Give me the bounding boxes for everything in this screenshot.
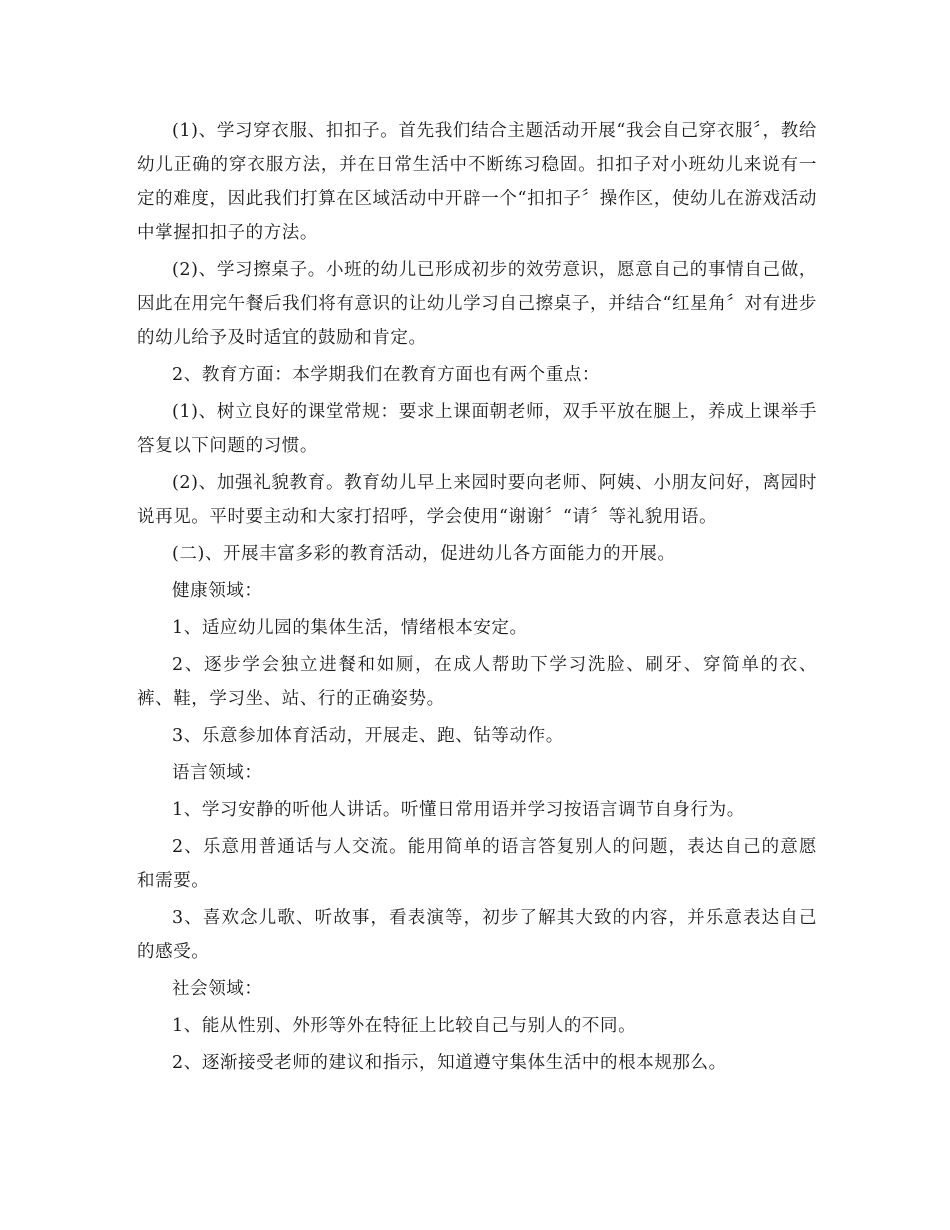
domain-heading-health: 健康领域： (172, 581, 263, 601)
paragraph-courtesy-education: (2)、加强礼貌教育。教育幼儿早上来园时要向老师、阿姨、小朋友问好，离园时说再见。平时要主动和大家打招呼，学会使用“谢谢〞“请〞等礼貌用语。 (137, 473, 817, 527)
paragraph-dressing: (1)、学习穿衣服、扣扣子。首先我们结合主题活动开展“我会自己穿衣服〞，教给幼儿正确的穿衣服方法，并在日常生活中不断练习稳固。扣扣子对小班幼儿来说有一定的难度，因此我们打算在区域活动中开辟一个“扣扣子〞操作区，使幼儿在游戏活动中掌握扣扣子的方法。 (137, 121, 817, 243)
list-item-language-2: 2、乐意用普通话与人交流。能用简单的语言答复别人的问题，表达自己的意愿和需要。 (137, 837, 817, 891)
document-body (137, 114, 817, 1083)
domain-heading-social: 社会领域： (172, 979, 263, 999)
paragraph-education-aspect: 2、教育方面：本学期我们在教育方面也有两个重点： (172, 365, 601, 385)
list-item-social-1: 1、能从性别、外形等外在特征上比较自己与别人的不同。 (172, 1016, 637, 1036)
list-item-health-3: 3、乐意参加体育活动，开展走、跑、钻等动作。 (172, 726, 564, 746)
list-item-language-3: 3、喜欢念儿歌、听故事，看表演等，初步了解其大致的内容，并乐意表达自己的感受。 (137, 908, 817, 962)
list-item-language-1: 1、学习安静的听他人讲话。听懂日常用语并学习按语言调节自身行为。 (172, 800, 745, 820)
paragraph-wiping-table: (2)、学习擦桌子。小班的幼儿已形成初步的效劳意识，愿意自己的事情自己做，因此在用完午餐后我们将有意识的让幼儿学习自己擦桌子，并结合“红星角〞对有进步的幼儿给予及时适宜的鼓励和肯定。 (137, 260, 817, 348)
paragraph-classroom-routine: (1)、树立良好的课堂常规：要求上课面朝老师，双手平放在腿上，养成上课举手答复以下问题的习惯。 (137, 402, 817, 456)
domain-heading-language: 语言领域： (172, 763, 263, 783)
list-item-health-1: 1、适应幼儿园的集体生活，情绪根本安定。 (172, 618, 528, 638)
list-item-health-2: 2、逐步学会独立进餐和如厕，在成人帮助下学习洗脸、刷牙、穿简单的衣、裤、鞋，学习坐、站、行的正确姿势。 (137, 655, 817, 709)
list-item-social-2: 2、逐渐接受老师的建议和指示，知道遵守集体生活中的根本规那么。 (172, 1053, 727, 1073)
section-heading-activities: (二)、开展丰富多彩的教育活动，促进幼儿各方面能力的开展。 (172, 544, 676, 564)
